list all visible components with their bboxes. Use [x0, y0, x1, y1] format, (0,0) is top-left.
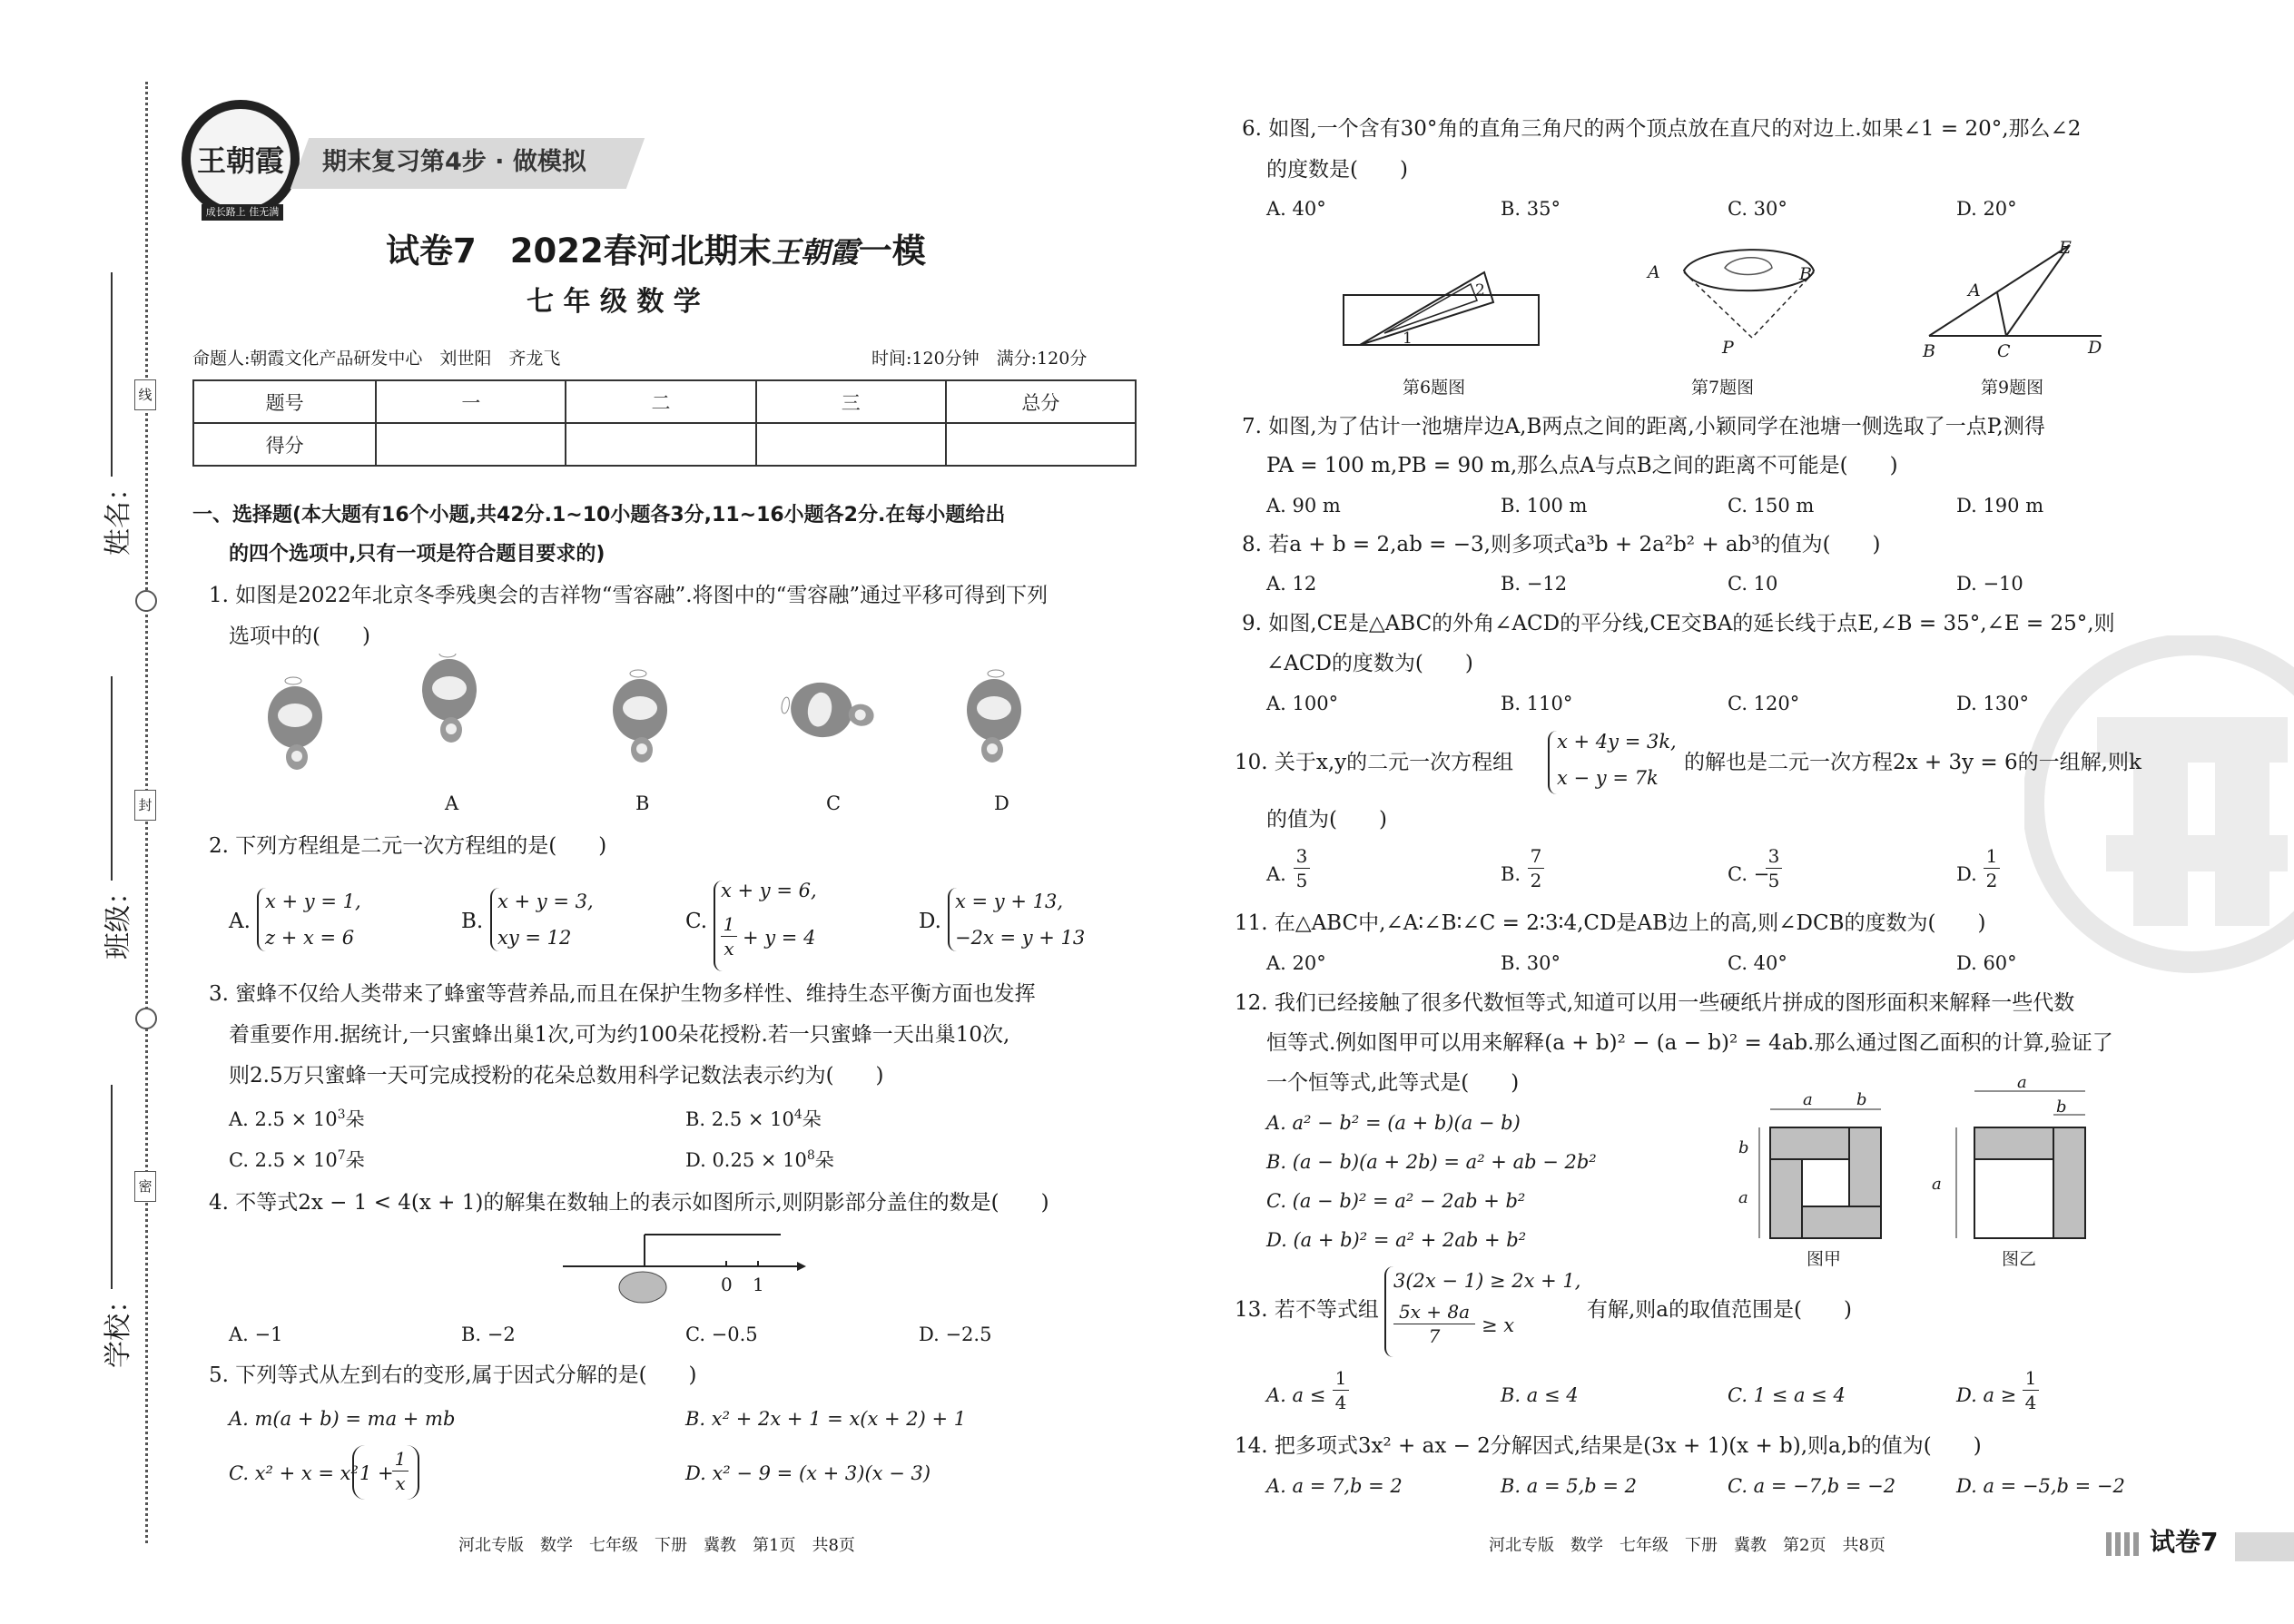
footer-left: 河北专版 数学 七年级 下册 冀教 第1页 共8页: [458, 1536, 855, 1555]
q4-option-d: D. −2.5: [919, 1324, 992, 1345]
q8-option-a: A. 12: [1266, 573, 1317, 595]
q14-stem: 14. 把多项式3x² + ax − 2分解因式,结果是(3x + 1)(x + b),则a,b的值为( ): [1235, 1434, 1982, 1458]
q9-figure: [1915, 236, 2124, 345]
q3-option-c: [229, 1147, 365, 1174]
score-cell: 题号: [193, 380, 376, 423]
q10-c-frac: [1766, 844, 1782, 892]
binding-circle-2: [135, 1008, 157, 1029]
q5-c-den: x: [392, 1471, 409, 1495]
q10-option-a-label: A.: [1266, 863, 1286, 885]
q10-b-frac: [1528, 844, 1544, 892]
exam-title: [386, 231, 926, 272]
q10-stem-post: 的解也是二元一次方程2x + 3y = 6的一组解,则k: [1684, 751, 2141, 774]
q3-c-exp: 7: [337, 1148, 346, 1163]
score-cell: 得分: [193, 423, 376, 466]
q3-stem: 3. 蜜蜂不仅给人类带来了蜂蜜等营养品,而且在保护生物多样性、维持生态平衡方面也发挥: [209, 982, 1036, 1006]
q13-option-c: C. 1 ≤ a ≤ 4: [1728, 1384, 1846, 1406]
q5-option-b: B. x² + 2x + 1 = x(x + 2) + 1: [685, 1408, 967, 1430]
q3-option-b: [685, 1106, 822, 1133]
q8-option-b: B. −12: [1501, 573, 1568, 595]
score-input-cell[interactable]: [946, 423, 1136, 466]
footer-right: 河北专版 数学 七年级 下册 冀教 第2页 共8页: [1489, 1536, 1885, 1555]
q6-option-b: B. 35°: [1501, 198, 1561, 220]
q10-b-den: 2: [1528, 868, 1544, 892]
q6-option-d: D. 20°: [1956, 198, 2017, 220]
watermark-seal: [2024, 635, 2294, 980]
q13-d-frac: [2023, 1366, 2039, 1414]
q11-option-a: A. 20°: [1266, 952, 1326, 974]
q3-stem-cont2: 则2.5万只蜜蜂一天可完成授粉的花朵总数用科学记数法表示约为( ): [229, 1064, 884, 1088]
q12-jia-label-a2: a: [1738, 1188, 1748, 1207]
q7-point-p: P: [1722, 338, 1734, 358]
q10-brace: [1548, 731, 1557, 794]
q3-option-a: [229, 1106, 365, 1133]
q13-stem-pre: 13. 若不等式组: [1235, 1298, 1379, 1322]
q12-yi-label-a2: a: [1932, 1175, 1942, 1194]
q4-shaded-region: [619, 1272, 666, 1303]
q4-option-c: C. −0.5: [685, 1324, 758, 1345]
q12-figure-jia: [1734, 1089, 1893, 1244]
q13-eq1: 3(2x − 1) ≥ 2x + 1,: [1393, 1270, 1581, 1292]
q13-d-den: 4: [2023, 1390, 2039, 1414]
q3-stem-cont: 着重要作用.据统计,一只蜜蜂出巢1次,可为约100朵花授粉.若一只蜜蜂一天出巢10次,: [229, 1023, 1010, 1047]
q10-a-frac: [1294, 844, 1310, 892]
mascot-option-a: [422, 654, 477, 743]
seal-box-1: 线: [134, 379, 156, 410]
corner-tag-dots: [2106, 1532, 2142, 1556]
q14-option-a: A. a = 7,b = 2: [1266, 1475, 1403, 1497]
q13-option-a: A. a ≤: [1266, 1384, 1326, 1406]
q13-d-num: 1: [2024, 1367, 2037, 1389]
q10-b-num: 7: [1530, 845, 1542, 867]
corner-tag-label: 试卷7: [2150, 1527, 2219, 1557]
q2-d-eq1: x = y + 13,: [955, 891, 1063, 912]
q4-option-a: A. −1: [229, 1324, 283, 1345]
q5-option-d: D. x² − 9 = (x + 3)(x − 3): [685, 1462, 931, 1484]
q1-option-label-a: A: [445, 792, 459, 814]
q12-stem-cont2: 一个恒等式,此等式是( ): [1266, 1071, 1520, 1095]
class-label: 班级：: [103, 878, 134, 960]
q6-option-a: A. 40°: [1266, 198, 1326, 220]
q3-b-exp: 4: [793, 1107, 802, 1122]
q7-option-a: A. 90 m: [1266, 495, 1341, 517]
score-cell: 三: [756, 380, 946, 423]
q14-option-d: D. a = −5,b = −2: [1956, 1475, 2125, 1497]
q12-jia-label-b2: b: [1738, 1138, 1749, 1157]
q3-d-exp: 8: [806, 1148, 815, 1163]
q5-option-c: C. x² + x = x²: [229, 1462, 359, 1484]
q3-d-base: D. 0.25 × 10: [685, 1149, 807, 1171]
q2-a-eq2: z + x = 6: [265, 927, 355, 949]
q1-stem-cont: 选项中的( ): [229, 625, 370, 648]
q9-option-b: B. 110°: [1501, 693, 1573, 714]
q11-stem: 11. 在△ABC中,∠A∶∠B∶∠C = 2∶3∶4,CD是AB边上的高,则∠DCB的度数为( ): [1235, 911, 1986, 935]
q3-b-base: B. 2.5 × 10: [685, 1108, 794, 1130]
q9-point-d: D: [2088, 338, 2102, 358]
score-input-cell[interactable]: [376, 423, 566, 466]
q10-eq2: x − y = 7k: [1557, 767, 1659, 789]
score-table: [192, 379, 1137, 467]
q2-c-eq2-rest: + y = 4: [743, 927, 816, 949]
q14-option-b: B. a = 5,b = 2: [1501, 1475, 1638, 1497]
q1-option-label-d: D: [994, 792, 1009, 814]
exam-title-main: 试卷7 2022春河北期末: [386, 231, 772, 271]
q12-stem-cont: 恒等式.例如图甲可以用来解释(a + b)² − (a − b)² = 4ab.那么通过图乙面积的计算,验证了: [1266, 1031, 2113, 1055]
q9-point-c: C: [1997, 341, 2011, 361]
q2-c-eq1: x + y = 6,: [721, 880, 817, 901]
q9-option-a: A. 100°: [1266, 693, 1339, 714]
q4-number-line: [554, 1216, 808, 1307]
q7-stem-cont: PA = 100 m,PB = 90 m,那么点A与点B之间的距离不可能是( ): [1266, 454, 1898, 477]
q5-c-num: 1: [394, 1448, 407, 1470]
step-banner-text: 期末复习第4步 · 做模拟: [322, 148, 586, 176]
q2-a-eq1: x + y = 1,: [265, 891, 361, 912]
q8-stem: 8. 若a + b = 2,ab = −3,则多项式a³b + 2a²b² + ab³的值为( ): [1242, 533, 1881, 556]
score-table-score-row: [193, 423, 1136, 466]
mascot-option-c: [777, 676, 878, 746]
brand-logo-text: 王朝霞: [191, 109, 290, 209]
exam-title-end: 一模: [858, 231, 926, 271]
score-cell: 总分: [946, 380, 1136, 423]
q10-c-den: 5: [1766, 868, 1782, 892]
q2-option-d-label: D.: [919, 910, 941, 933]
q13-brace: [1384, 1266, 1393, 1357]
q13-option-b: B. a ≤ 4: [1501, 1384, 1579, 1406]
q2-option-c-label: C.: [685, 910, 708, 933]
q9-point-a: A: [1968, 281, 1981, 300]
exam-title-logo: 王朝霞: [771, 235, 859, 270]
score-cell: 二: [566, 380, 755, 423]
q2-c-frac: [721, 912, 737, 960]
q9-point-b: B: [1923, 341, 1935, 361]
fig-jia-caption: 图甲: [1807, 1249, 1842, 1269]
binding-circle-1: [135, 590, 157, 612]
mascot-option-b: [613, 670, 667, 763]
q6-option-c: C. 30°: [1728, 198, 1787, 220]
q10-option-c-label: C. −: [1728, 863, 1770, 885]
q13-stem-post: 有解,则a的取值范围是( ): [1587, 1298, 1852, 1322]
fig-yi-caption: 图乙: [2002, 1249, 2037, 1269]
q3-b-unit: 朵: [802, 1108, 822, 1130]
section-heading-cont: 的四个选项中,只有一项是符合题目要求的): [229, 543, 605, 566]
q12-option-b: B. (a − b)(a + 2b) = a² + ab − 2b²: [1266, 1151, 1597, 1173]
q12-option-a: A. a² − b² = (a + b)(a − b): [1266, 1112, 1521, 1134]
q9-stem: 9. 如图,CE是△ABC的外角∠ACD的平分线,CE交BA的延长线于点E,∠B = 35°,∠E = 25°,则: [1242, 612, 2115, 635]
corner-tag-bar: [2235, 1532, 2294, 1561]
q8-option-d: D. −10: [1956, 573, 2023, 595]
exam-subtitle: 七 年 级 数 学: [527, 286, 701, 318]
q3-a-base: A. 2.5 × 10: [229, 1108, 338, 1130]
q2-b-eq2: xy = 12: [497, 927, 572, 949]
q12-stem: 12. 我们已经接触了很多代数恒等式,知道可以用一些硬纸片拼成的图形面积来解释一些代数: [1235, 991, 2075, 1015]
brand-motto: 成长路上 佳无满天: [202, 204, 283, 221]
seal-box-3: 密: [134, 1171, 156, 1202]
q3-d-unit: 朵: [814, 1149, 834, 1171]
q10-option-b-label: B.: [1501, 863, 1521, 885]
q1-mascot-figures: [245, 654, 1044, 790]
q9-stem-cont: ∠ACD的度数为( ): [1266, 652, 1473, 675]
q9-point-e: E: [2059, 238, 2072, 258]
q10-d-num: 1: [1985, 845, 1998, 867]
brand-logo: [182, 100, 300, 218]
q13-a-frac: [1333, 1366, 1349, 1414]
exam-time: 时间:120分钟 满分:120分: [871, 349, 1088, 369]
q10-d-frac: [1984, 844, 2000, 892]
mascot-option-d: [967, 670, 1021, 763]
q7-option-c: C. 150 m: [1728, 495, 1815, 517]
q2-b-eq1: x + y = 3,: [497, 891, 594, 912]
score-cell: 一: [376, 380, 566, 423]
fig7-caption: 第7题图: [1691, 378, 1755, 398]
q6-figure: [1334, 231, 1548, 354]
score-input-cell[interactable]: [756, 423, 946, 466]
q12-yi-label-b: b: [2056, 1097, 2067, 1117]
q5-c-one-plus: 1 +: [359, 1462, 394, 1484]
class-line: [111, 676, 113, 881]
q9-option-d: D. 130°: [1956, 693, 2030, 714]
fig6-caption: 第6题图: [1403, 378, 1466, 398]
q11-option-b: B. 30°: [1501, 952, 1561, 974]
exam-authors: 命题人:朝霞文化产品研发中心 刘世阳 齐龙飞: [192, 349, 561, 369]
q4-option-b: B. −2: [461, 1324, 516, 1345]
q12-option-c: C. (a − b)² = a² − 2ab + b²: [1266, 1190, 1526, 1212]
q8-option-c: C. 10: [1728, 573, 1778, 595]
q3-a-unit: 朵: [345, 1108, 365, 1130]
q6-angle-label-1: 1: [1403, 330, 1413, 348]
q10-a-den: 5: [1294, 868, 1310, 892]
q10-stem-cont: 的值为( ): [1266, 808, 1387, 832]
q2-d-eq2: −2x = y + 13: [955, 927, 1086, 949]
q5-stem: 5. 下列等式从左到右的变形,属于因式分解的是( ): [209, 1363, 697, 1387]
q10-stem-pre: 10. 关于x,y的二元一次方程组: [1235, 751, 1514, 774]
q11-option-d: D. 60°: [1956, 952, 2017, 974]
q6-stem-cont: 的度数是( ): [1266, 158, 1408, 182]
q7-point-a: A: [1648, 262, 1660, 282]
q4-tick-0: 0: [721, 1274, 733, 1295]
q3-c-unit: 朵: [345, 1149, 365, 1171]
mascot-original: [268, 677, 322, 770]
school-label: 学校：: [103, 1286, 134, 1368]
q3-option-d: [685, 1147, 834, 1174]
q2-c-num: 1: [723, 913, 735, 935]
q13-eq2-frac: [1393, 1300, 1475, 1348]
q6-angle-label-2: 2: [1475, 281, 1485, 300]
q13-option-d: D. a ≥: [1956, 1384, 2017, 1406]
q7-point-b: B: [1799, 264, 1812, 284]
q10-eq1: x + 4y = 3k,: [1557, 731, 1677, 753]
section-heading: 一、选择题(本大题有16个小题,共42分.1~10小题各3分,11~16小题各2分.在每小题给出: [192, 504, 1006, 527]
q10-d-den: 2: [1984, 868, 2000, 892]
fig9-caption: 第9题图: [1981, 378, 2044, 398]
q1-option-label-b: B: [635, 792, 650, 814]
q2-option-b-label: B.: [461, 910, 484, 933]
q11-option-c: C. 40°: [1728, 952, 1787, 974]
q10-option-d-label: D.: [1956, 863, 1977, 885]
q6-stem: 6. 如图,一个含有30°角的直角三角尺的两个顶点放在直尺的对边上.如果∠1 = 20°,那么∠2: [1242, 117, 2082, 141]
q12-jia-label-a: a: [1803, 1090, 1813, 1109]
q13-eq2-den: 7: [1393, 1324, 1475, 1348]
q9-option-c: C. 120°: [1728, 693, 1800, 714]
seal-box-2: 封: [134, 790, 156, 821]
q5-option-a: A. m(a + b) = ma + mb: [229, 1408, 456, 1430]
q12-yi-label-a: a: [2017, 1073, 2027, 1092]
q3-c-base: C. 2.5 × 10: [229, 1149, 338, 1171]
q13-eq2-right: ≥ x: [1482, 1314, 1515, 1336]
q5-c-frac: [392, 1447, 409, 1495]
q7-option-b: B. 100 m: [1501, 495, 1588, 517]
q4-tick-1: 1: [753, 1274, 764, 1295]
q1-option-label-c: C: [826, 792, 842, 814]
q7-stem: 7. 如图,为了估计一池塘岸边A,B两点之间的距离,小颖同学在池塘一侧选取了一点P,测得: [1242, 415, 2045, 438]
q7-option-d: D. 190 m: [1956, 495, 2044, 517]
score-table-header-row: [193, 380, 1136, 423]
q13-a-num: 1: [1334, 1367, 1347, 1389]
q4-stem: 4. 不等式2x − 1 < 4(x + 1)的解集在数轴上的表示如图所示,则阴影部分盖住的数是( ): [209, 1191, 1049, 1215]
q10-c-num: 3: [1767, 845, 1780, 867]
school-line: [111, 1085, 113, 1289]
q10-a-num: 3: [1295, 845, 1308, 867]
q13-a-den: 4: [1333, 1390, 1349, 1414]
name-line: [111, 272, 113, 477]
q7-figure: [1670, 227, 1829, 354]
q2-stem: 2. 下列方程组是二元一次方程组的是( ): [209, 834, 607, 858]
q12-option-d: D. (a + b)² = a² + 2ab + b²: [1266, 1229, 1527, 1251]
q1-stem: 1. 如图是2022年北京冬季残奥会的吉祥物“雪容融”.将图中的“雪容融”通过平移可得到下列: [209, 584, 1049, 607]
score-input-cell[interactable]: [566, 423, 755, 466]
q14-option-c: C. a = −7,b = −2: [1728, 1475, 1896, 1497]
q2-option-a-label: A.: [229, 910, 251, 933]
name-label: 姓名：: [103, 474, 134, 556]
q13-eq2-num: 5x + 8a: [1398, 1301, 1471, 1323]
q12-jia-label-b: b: [1856, 1090, 1867, 1109]
q3-a-exp: 3: [337, 1107, 346, 1122]
q2-c-den: x: [721, 936, 737, 960]
